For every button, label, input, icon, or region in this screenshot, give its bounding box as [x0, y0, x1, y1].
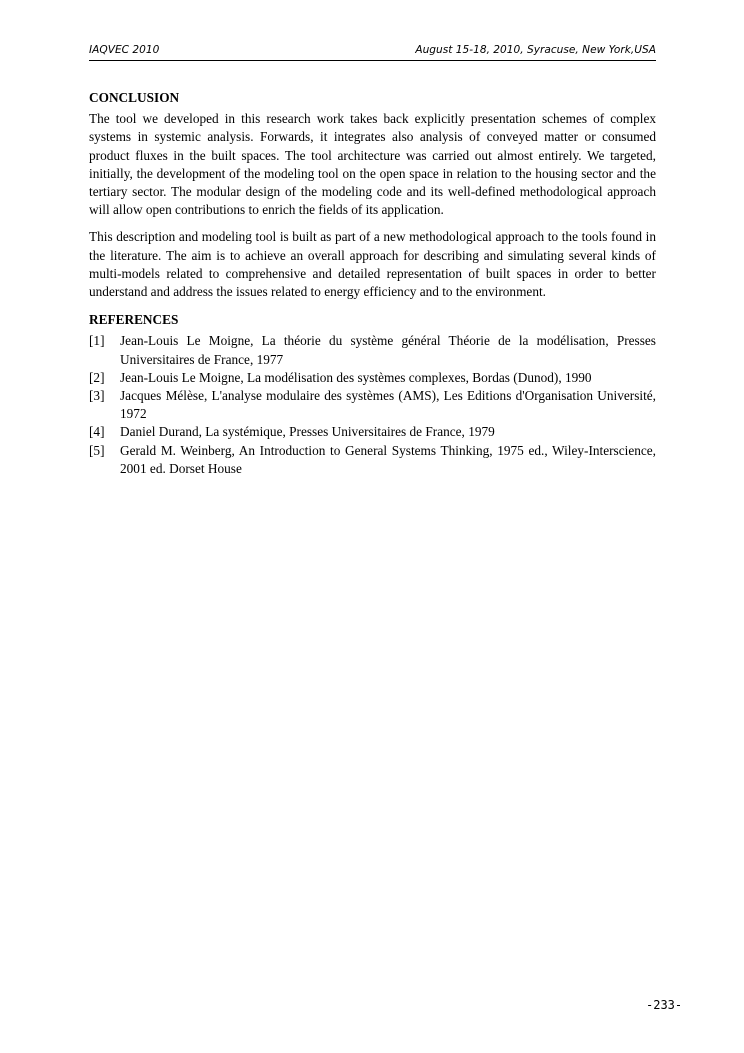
reference-number: [4] — [89, 424, 105, 440]
conclusion-paragraph-2: This description and modeling tool is built as part of a new methodological approach to the tools found in the literature. The aim is to achieve an overall approach for describing and simulating several kinds of multi-models related to comprehensive and detailed representation of built spaces in order to better understand and address the issues related to energy efficiency and to the environment. — [89, 229, 656, 300]
reference-text: Jacques Mélèse, L'analyse modulaire des systèmes (AMS), Les Editions d'Organisation Université, 1972 — [120, 388, 656, 422]
reference-number: [3] — [89, 388, 105, 404]
reference-number: [2] — [89, 369, 105, 385]
reference-item — [89, 387, 656, 423]
reference-text: Jean-Louis Le Moigne, La modélisation des systèmes complexes, Bordas (Dunod), 1990 — [120, 369, 592, 385]
reference-number: [1] — [89, 333, 105, 349]
conference-date-location: August 15-18, 2010, Syracuse, New York,USA — [415, 44, 656, 56]
reference-item — [89, 423, 656, 441]
conference-name: IAQVEC 2010 — [89, 44, 160, 56]
references-list — [89, 332, 656, 478]
reference-item — [89, 332, 656, 368]
conclusion-heading: CONCLUSION — [89, 90, 180, 105]
reference-text: Daniel Durand, La systémique, Presses Universitaires de France, 1979 — [120, 424, 495, 440]
reference-number: [5] — [89, 442, 105, 458]
running-header — [89, 42, 656, 61]
conclusion-paragraph-1: The tool we developed in this research work takes back explicitly presentation schemes of complex systems in systemic analysis. Forwards, it integrates also analysis of conveyed matter or consumed product fluxes in the built spaces. The tool architecture was carried out almost entirely. We targeted, initially, the development of the modeling tool on the open space in relation to the housing sector and the tertiary sector. The modular design of the modeling code and its well-defined methodological approach will allow open contributions to enrich the fields of its application. — [89, 111, 656, 218]
references-heading: REFERENCES — [89, 312, 179, 328]
reference-text: Gerald M. Weinberg, An Introduction to General Systems Thinking, 1975 ed., Wiley-Interscience, 2001 ed. Dorset House — [120, 442, 656, 476]
reference-item — [89, 369, 656, 387]
reference-text: Jean-Louis Le Moigne, La théorie du système général Théorie de la modélisation, Presses Universitaires de France, 1977 — [120, 333, 656, 367]
page-number: -233- — [646, 998, 683, 1012]
reference-item — [89, 442, 656, 478]
page-content — [89, 89, 656, 478]
